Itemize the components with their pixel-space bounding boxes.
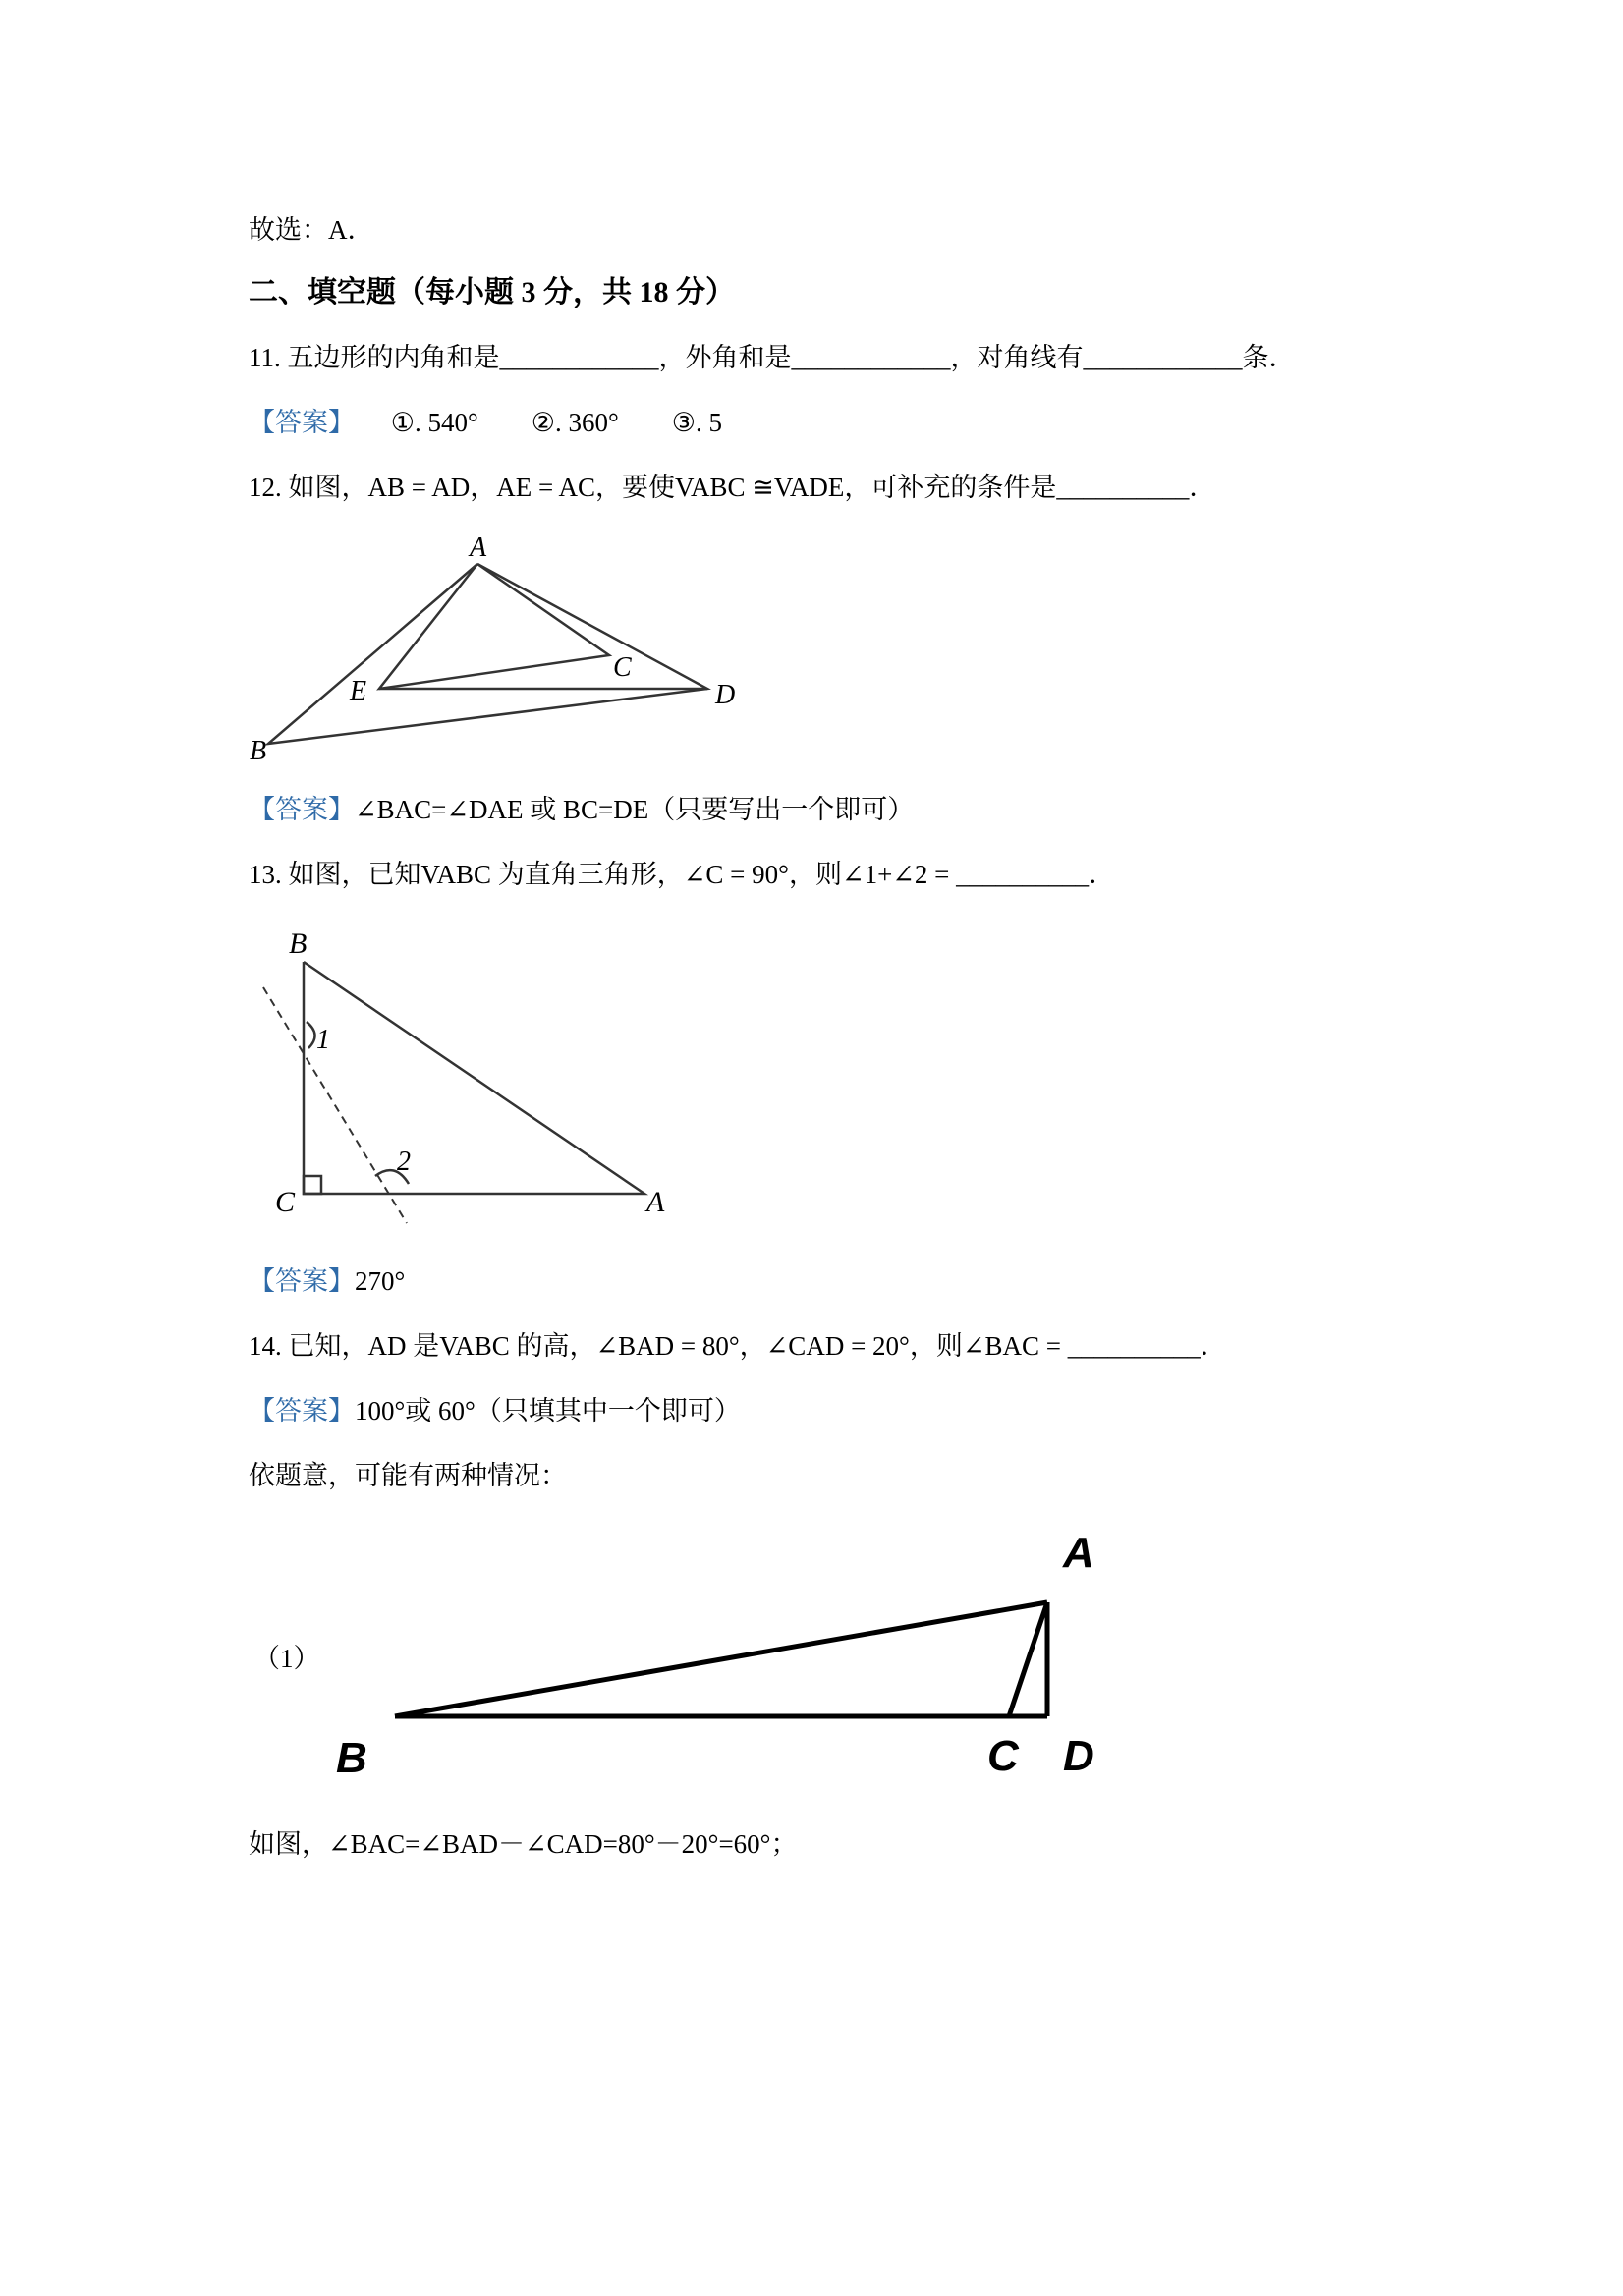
question-12: 12. 如图，AB = AD，AE = AC，要使VABC ≅VADE，可补充的条件是__________． bbox=[249, 473, 1216, 502]
label-a: A bbox=[646, 1186, 665, 1218]
conclusion-line: 故选：A． bbox=[249, 215, 374, 245]
label-d: D bbox=[1063, 1732, 1094, 1780]
label-a: A bbox=[1063, 1529, 1094, 1577]
answer-13 bbox=[249, 1263, 405, 1299]
answer-tag: 【答案】 bbox=[249, 795, 355, 824]
question-11: 11. 五边形的内角和是____________，外角和是____________，对角线有____________条． bbox=[249, 343, 1296, 372]
cases-intro: 依题意，可能有两种情况： bbox=[249, 1461, 567, 1490]
triangle-abd bbox=[268, 564, 707, 744]
question-13: 13. 如图，已知VABC 为直角三角形，∠C = 90°，则∠1+∠2 = __________． bbox=[249, 860, 1116, 889]
label-b: B bbox=[250, 736, 267, 766]
answer-tag: 【答案】 bbox=[249, 1266, 355, 1296]
figure-q14-case1 bbox=[324, 1518, 1130, 1793]
triangle-aec bbox=[379, 564, 609, 689]
figure-q13 bbox=[246, 919, 688, 1243]
label-b: B bbox=[289, 927, 308, 960]
right-triangle bbox=[304, 962, 644, 1194]
case-1-label: （1） bbox=[253, 1644, 320, 1673]
angle-2-label: 2 bbox=[397, 1147, 411, 1177]
angle-1-label: 1 bbox=[316, 1025, 330, 1055]
answer-text: 270° bbox=[355, 1266, 406, 1296]
label-e: E bbox=[350, 676, 367, 706]
figure-q12 bbox=[246, 526, 756, 771]
question-14: 14. 已知，AD 是VABC 的高，∠BAD = 80°，∠CAD = 20°，则∠BAC = __________． bbox=[249, 1331, 1227, 1361]
answer-14 bbox=[249, 1393, 741, 1428]
answer-text: ∠BAC=∠DAE 或 BC=DE（只要写出一个即可） bbox=[355, 795, 915, 824]
answer-11 bbox=[249, 405, 722, 440]
label-c: C bbox=[987, 1732, 1019, 1780]
label-d: D bbox=[715, 680, 736, 710]
label-a: A bbox=[470, 532, 487, 563]
answer-tag: 【答案】 bbox=[249, 408, 355, 437]
label-c: C bbox=[613, 652, 632, 683]
answer-12 bbox=[249, 792, 914, 827]
answer-text: ①. 540° ②. 360° ③. 5 bbox=[390, 408, 722, 437]
section-heading: 二、填空题（每小题 3 分，共 18 分） bbox=[249, 276, 735, 308]
calculation-line: 如图，∠BAC=∠BAD－∠CAD=80°－20°=60°； bbox=[249, 1829, 798, 1859]
answer-text: 100°或 60°（只填其中一个即可） bbox=[355, 1396, 741, 1426]
label-c: C bbox=[275, 1186, 296, 1218]
label-b: B bbox=[336, 1734, 367, 1782]
answer-tag: 【答案】 bbox=[249, 1396, 355, 1426]
